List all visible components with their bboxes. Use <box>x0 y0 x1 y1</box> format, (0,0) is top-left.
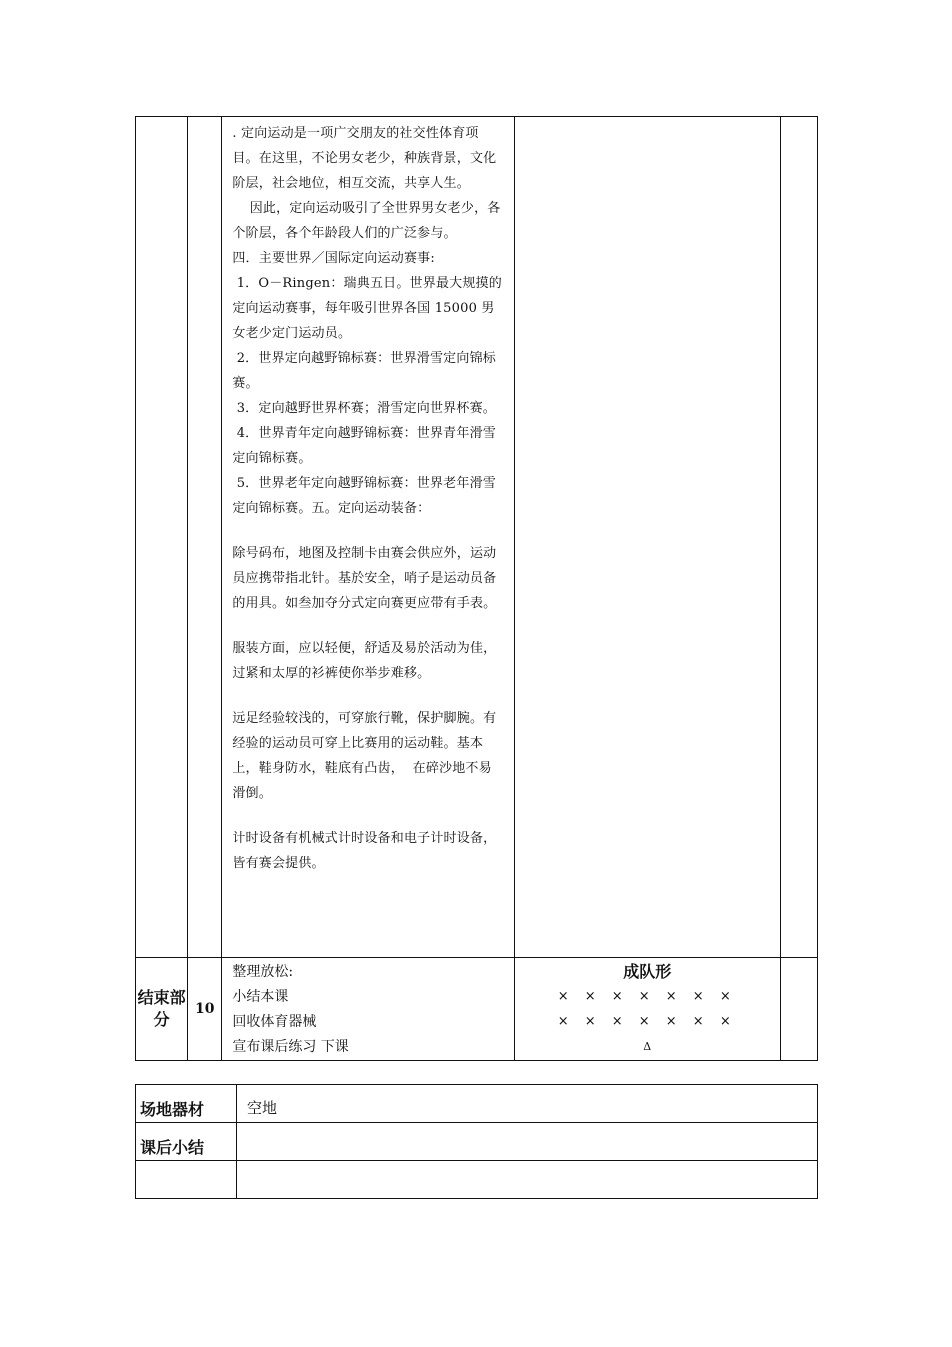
paragraph-gap <box>232 521 503 541</box>
content-paragraph: . 定向运动是一项广交朋友的社交性体育项目。在这里，不论男女老少，种族背景，文化阶层，社会地位，相互交流，共享人生。 <box>232 126 497 191</box>
content-paragraph: 因此，定向运动吸引了全世界男女老少，各个阶层，各个年龄段人们的广泛参与。 <box>232 201 501 241</box>
review-label: 课后小结 <box>136 1123 237 1161</box>
blank-label <box>136 1161 237 1199</box>
end-item: 小结本课 <box>232 989 289 1005</box>
lesson-plan-table <box>135 116 818 1061</box>
blank-row <box>136 1161 818 1199</box>
formation-row: × × × × × × × <box>557 1014 737 1029</box>
venue-label: 场地器材 <box>136 1085 237 1123</box>
end-item: 整理放松: <box>232 964 294 980</box>
end-item: 宣布课后练习 下课 <box>232 1039 349 1055</box>
organization-cell-empty <box>514 117 780 958</box>
lesson-content-cell <box>222 117 514 958</box>
teacher-mark: Δ <box>643 1040 652 1053</box>
end-section-minutes: 10 <box>188 958 222 1061</box>
formation-cell <box>514 958 780 1061</box>
content-paragraph: 4．世界青年定向越野锦标赛：世界青年滑雪定向锦标赛。 <box>232 426 496 466</box>
content-paragraph: 除号码布，地图及控制卡由赛会供应外，运动员应携带指北针。基於安全，哨子是运动员备的用具。如叁加夺分式定向赛更应带有手表。 <box>232 546 497 611</box>
paragraph-gap <box>232 806 503 826</box>
end-notes-cell-empty <box>780 958 817 1061</box>
minutes-cell-empty <box>188 117 222 958</box>
summary-table <box>135 1084 818 1199</box>
paragraph-gap <box>232 686 503 706</box>
content-paragraph: 四．主要世界／国际定向运动赛事: <box>232 251 435 266</box>
content-paragraph: 远足经验较浅的，可穿旅行靴，保护脚腕。有经验的运动员可穿上比赛用的运动鞋。基本上，鞋身防水，鞋底有凸齿， 在碎沙地不易滑倒。 <box>232 711 497 801</box>
content-paragraph: 5．世界老年定向越野锦标赛：世界老年滑雪定向锦标赛。五。定向运动装备： <box>232 476 496 516</box>
end-section-label: 结束部分 <box>136 958 188 1061</box>
review-value <box>237 1123 818 1161</box>
end-item: 回收体育器械 <box>232 1014 317 1030</box>
venue-value: 空地 <box>237 1085 818 1123</box>
notes-cell-empty <box>780 117 817 958</box>
paragraph-gap <box>232 616 503 636</box>
formation-row: × × × × × × × <box>557 989 737 1004</box>
end-section-row <box>136 958 818 1061</box>
venue-row <box>136 1085 818 1123</box>
content-paragraph: 计时设备有机械式计时设备和电子计时设备，皆有赛会提供。 <box>232 831 497 871</box>
content-paragraph: 1．O－Ringen：瑞典五日。世界最大规摸的定向运动赛事，每年吸引世界各国 15000 男女老少定门运动员。 <box>232 276 502 341</box>
section-cell-empty <box>136 117 188 958</box>
lesson-content <box>232 121 503 876</box>
content-paragraph: 服装方面，应以轻便，舒适及易於活动为佳，过紧和太厚的衫裤使你举步难移。 <box>232 641 497 681</box>
end-section-items <box>222 958 514 1061</box>
content-row <box>136 117 818 958</box>
review-row <box>136 1123 818 1161</box>
formation-title: 成队形 <box>623 962 672 981</box>
blank-value <box>237 1161 818 1199</box>
content-paragraph: 3．定向越野世界杯赛；滑雪定向世界杯赛。 <box>232 401 496 416</box>
content-paragraph: 2．世界定向越野锦标赛：世界滑雪定向锦标赛。 <box>232 351 496 391</box>
